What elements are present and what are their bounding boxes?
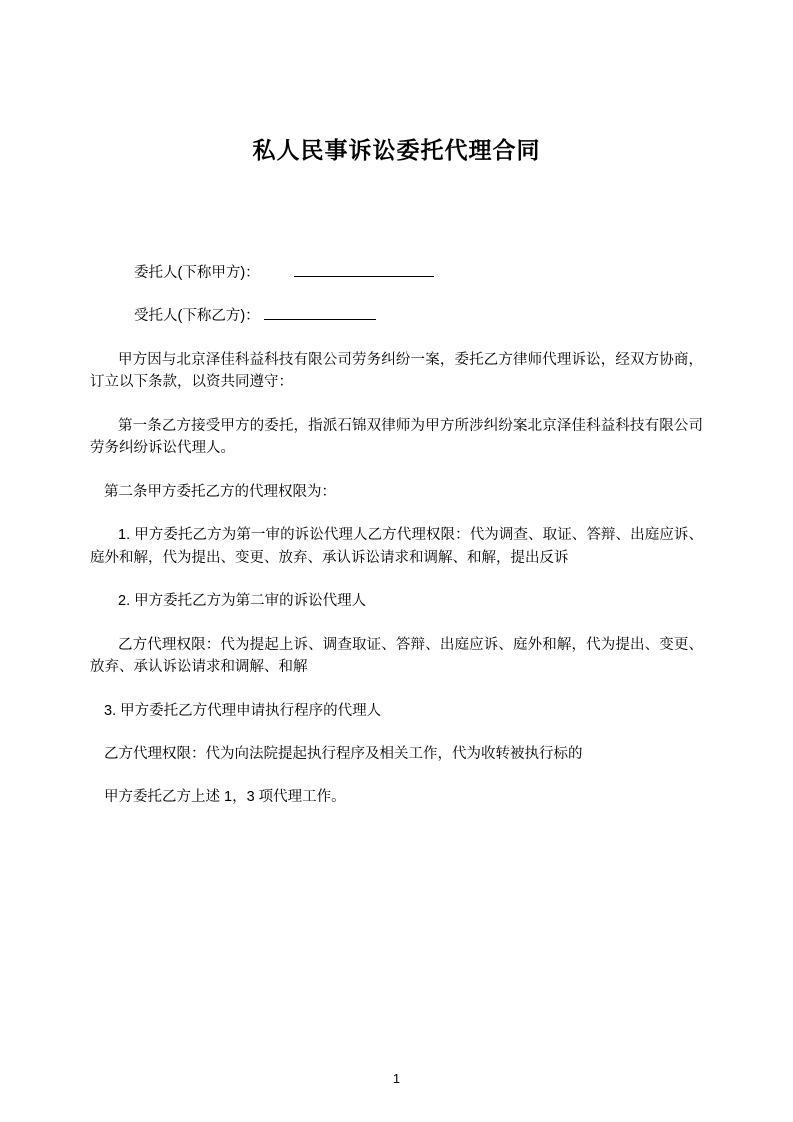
- paragraph-item-2-scope: 乙方代理权限：代为提起上诉、调查取证、答辩、出庭应诉、庭外和解，代为提出、变更、放弃、承认诉讼请求和调解、和解: [90, 636, 703, 676]
- paragraph-article-1: 第一条乙方接受甲方的委托，指派石锦双律师为甲方所涉纠纷案北京泽佳科益科技有限公司劳务纠纷诉讼代理人。: [90, 417, 703, 457]
- field-blank-entrusted-party[interactable]: [264, 319, 376, 320]
- field-row-entrusting-party: [90, 262, 703, 284]
- field-blank-entrusting-party[interactable]: [294, 276, 434, 277]
- page-title: 私人民事诉讼委托代理合同: [252, 137, 541, 163]
- field-label-entrusting-party: 委托人(下称甲方)：: [134, 264, 260, 281]
- paragraph-item-1: 1. 甲方委托乙方为第一审的诉讼代理人乙方代理权限：代为调查、取证、答辩、出庭应诉、庭外和解，代为提出、变更、放弃、承认诉讼请求和调解、和解，提出反诉: [90, 527, 703, 566]
- paragraph-item-3-scope: 乙方代理权限：代为向法院提起执行程序及相关工作，代为收转被执行标的: [104, 745, 583, 762]
- paragraph-selected-items: 甲方委托乙方上述 1，3 项代理工作。: [104, 789, 346, 806]
- paragraph-article-2: 第二条甲方委托乙方的代理权限为：: [104, 483, 336, 500]
- page-number: 1: [392, 1071, 401, 1086]
- paragraph-intro: 甲方因与北京泽佳科益科技有限公司劳务纠纷一案，委托乙方律师代理诉讼，经双方协商，订立以下条款，以资共同遵守：: [90, 351, 703, 391]
- paragraph-item-3: 3. 甲方委托乙方代理申请执行程序的代理人: [104, 702, 382, 719]
- field-label-entrusted-party: 受托人(下称乙方)：: [134, 308, 260, 325]
- paragraph-item-2: 2. 甲方委托乙方为第二审的诉讼代理人: [118, 593, 367, 610]
- document-body: [90, 262, 703, 809]
- field-row-entrusted-party: [90, 305, 703, 327]
